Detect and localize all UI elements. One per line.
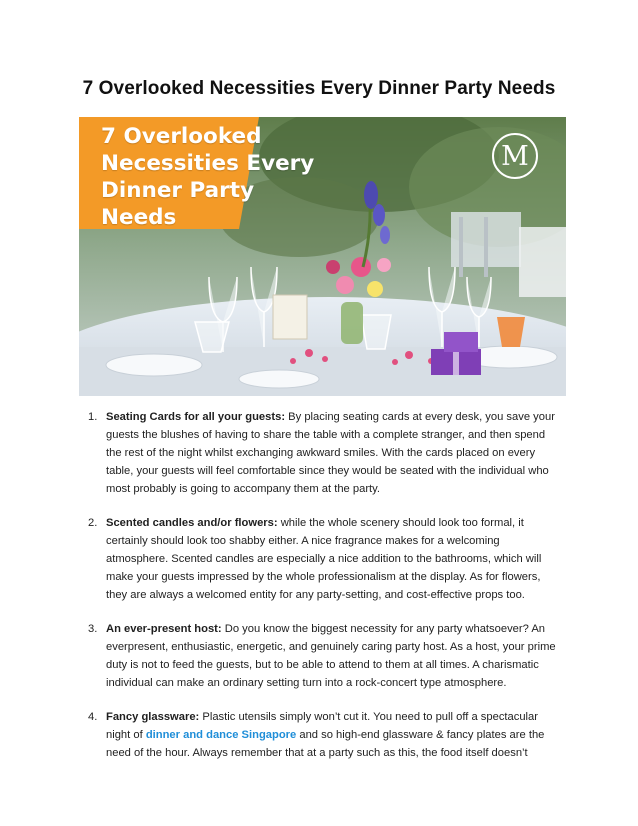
- page-title: 7 Overlooked Necessities Every Dinner Party Needs: [82, 78, 556, 99]
- item-body: Do you know the biggest necessity for any party whatsoever? An everpresent, enthusiastic, energetic, and genuinely caring party host. As a host, your prime duty is not to feed the guests, but to be able to attend to them at all times. A charismatic individual can make an ordinary setting turn into a rock-concert type atmosphere.: [106, 623, 556, 689]
- banner-text: 7 Overlooked Necessities Every Dinner Party Needs: [101, 124, 315, 230]
- item-heading: Seating Cards for all your guests:: [106, 411, 286, 423]
- item-body: By placing seating cards at every desk, you save your guests the blushes of having to share the table with a complete stranger, and then spend the rest of the night whilst exchanging awkward smiles. With the cards placed on every table, your guests will feel comfortable since they would be seated with the individual who most probably is going to accompany them at the party.: [106, 411, 555, 495]
- list-item: [88, 408, 562, 498]
- item-number: 1.: [88, 411, 98, 423]
- item-heading: Fancy glassware:: [106, 711, 200, 723]
- list-item: [88, 620, 562, 692]
- item-heading: An ever-present host:: [106, 623, 222, 635]
- m-logo-icon: M: [492, 133, 538, 179]
- list-item: [88, 514, 562, 604]
- item-heading: Scented candles and/or flowers:: [106, 517, 278, 529]
- necessities-list: [88, 408, 562, 778]
- item-number: 2.: [88, 517, 98, 529]
- item-number: 4.: [88, 711, 98, 723]
- item-body-start: Plastic utensils simply won’t cut it. You need to pull off a spectacular night of: [106, 711, 538, 741]
- item-body: while the whole scenery should look too formal, it certainly should look too shabby either. A nice fragrance makes for a welcoming atmosphere. Scented candles are especially a nice addition to the bathrooms, which will make your guests impressed by the whole professionalism at the display. As for flowers, they are always a welcomed entity for any party-setting, and cost-effective props too.: [106, 517, 542, 601]
- item-body-end: and so high-end glassware & fancy plates are the need of the hour. Always remember that at a party such as this, the food itself doesn’t: [106, 729, 545, 759]
- hero-image: [79, 117, 566, 396]
- dinner-dance-link[interactable]: dinner and dance Singapore: [145, 729, 297, 741]
- item-number: 3.: [88, 623, 98, 635]
- list-item: [88, 708, 562, 762]
